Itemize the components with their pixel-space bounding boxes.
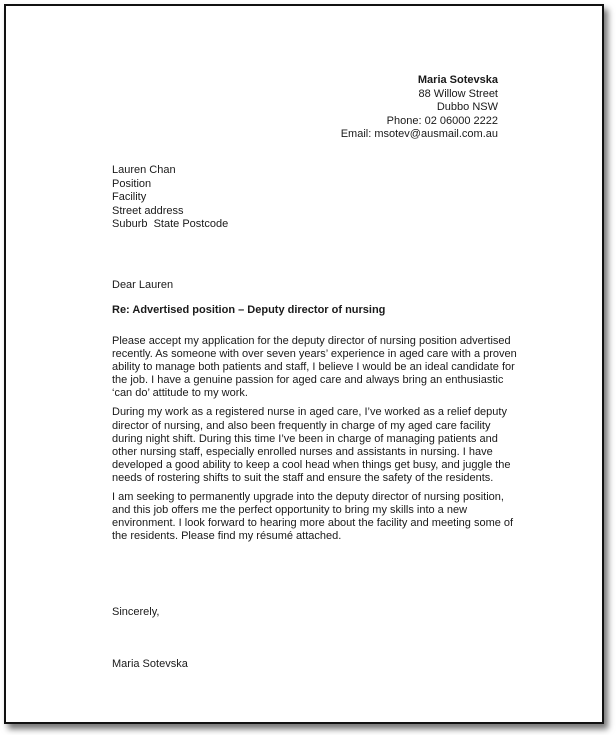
subject-line: Re: Advertised position – Deputy director of nursing: [112, 304, 386, 316]
recipient-address-block: [112, 164, 228, 232]
letter-body: [112, 335, 524, 549]
sender-name: Maria Sotevska: [417, 74, 498, 86]
body-paragraph: I am seeking to permanently upgrade into the deputy director of nursing position, and this job offers me the perfect opportunity to bring my skills into a new environment. I look forward to hearing more about the facility and meeting some of the residents. Please find my résumé attached.: [112, 491, 514, 543]
recipient-suburb: Suburb State Postcode: [112, 218, 229, 230]
salutation: Dear Lauren: [112, 279, 174, 291]
recipient-position: Position: [112, 177, 152, 190]
signature-name: Maria Sotevska: [112, 658, 188, 670]
recipient-street: Street address: [112, 204, 184, 217]
recipient-name: Lauren Chan: [112, 164, 176, 176]
sender-street: 88 Willow Street: [418, 87, 498, 100]
sender-phone: Phone: 02 06000 2222: [386, 114, 498, 127]
body-paragraph: Please accept my application for the deputy director of nursing position advertised recently. As someone with over seven years’ experience in aged care with a proven ability to manage both patients and staff, I believe I would be an ideal candidate for the job. I have a genuine passion for aged care and always bring an enthusiastic ‘can do’ attitude to my work.: [112, 335, 517, 400]
recipient-facility: Facility: [112, 191, 147, 203]
letter-page: [4, 4, 604, 724]
body-paragraph: During my work as a registered nurse in aged care, I’ve worked as a relief deputy director of nursing, and also been frequently in charge of my aged care facility during night shift. During this time I’ve been in charge of managing patients and other nursing staff, especially enrolled nurses and assistants in nursing. I have developed a good ability to keep a cool head when things get busy, and juggle the needs of rostering shifts to suit the staff and ensure the safety of the residents.: [112, 406, 511, 484]
closing: Sincerely,: [112, 606, 160, 618]
sender-city: Dubbo NSW: [436, 101, 498, 113]
sender-email: Email: msotev@ausmail.com.au: [340, 128, 498, 140]
sender-address-block: [341, 74, 498, 142]
